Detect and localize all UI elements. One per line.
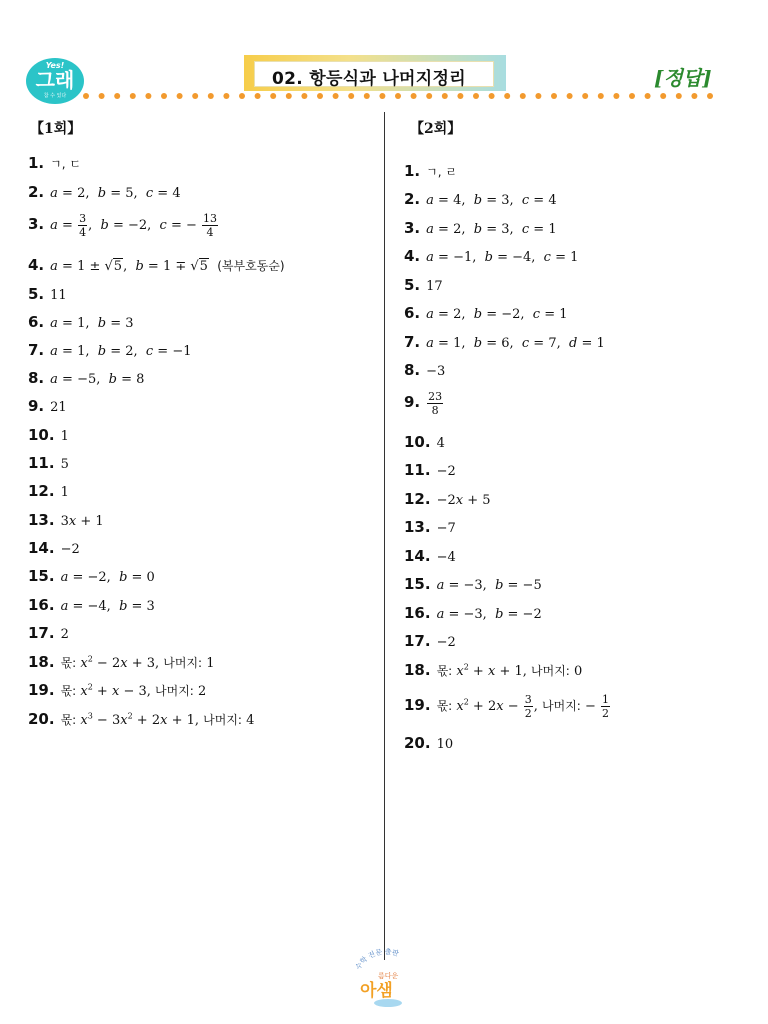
divider-dot — [192, 93, 198, 99]
logo-sub-text: 참 수 있다 — [43, 93, 67, 99]
left-item-14: 14. −2 — [28, 539, 80, 557]
divider-dot — [520, 93, 526, 99]
divider-dot — [301, 93, 307, 99]
divider-dot — [379, 93, 385, 99]
right-item-12: 12. −2x + 5 — [404, 490, 491, 508]
right-item-9: 9. $\frac{23}{8}$ — [404, 390, 443, 417]
right-item-20: 20. 10 — [404, 734, 454, 752]
left-item-8: 8. a = −5, b = 8 — [28, 369, 145, 387]
left-item-16: 16. a = −4, b = 3 — [28, 596, 155, 614]
left-item-6: 6. a = 1, b = 3 — [28, 313, 134, 331]
divider-dot — [161, 93, 167, 99]
footer-brand-small: 름다운 — [378, 972, 399, 980]
right-item-1: 1. ㄱ, ㄹ — [404, 162, 457, 180]
divider-dot — [676, 93, 682, 99]
footer-arc-text: 수학 전문 출판 — [354, 948, 400, 972]
divider-dot — [83, 93, 89, 99]
asaem-logo — [348, 948, 424, 1012]
divider-dot — [426, 93, 432, 99]
divider-dot — [489, 93, 495, 99]
answer-tag: [정답] — [654, 66, 712, 90]
left-item-12: 12. 1 — [28, 482, 69, 500]
divider-dot — [255, 93, 261, 99]
right-item-13: 13. −7 — [404, 518, 456, 536]
divider-dot — [504, 93, 510, 99]
right-item-6: 6. a = 2, b = −2, c = 1 — [404, 304, 568, 322]
page-title: 02. 항등식과 나머지정리 — [272, 69, 466, 89]
divider-dot — [411, 93, 417, 99]
left-item-3: 3. a = $\frac{3}{4}$ , b = −2, c = − $\frac{13}{4}$ — [28, 212, 217, 239]
divider-dot — [395, 93, 401, 99]
left-item-17: 17. 2 — [28, 624, 69, 642]
dotted-divider — [82, 90, 722, 102]
divider-dot — [270, 93, 276, 99]
divider-dot — [333, 93, 339, 99]
right-item-16: 16. a = −3, b = −2 — [404, 604, 542, 622]
left-item-10: 10. 1 — [28, 426, 69, 444]
right-item-4: 4. a = −1, b = −4, c = 1 — [404, 247, 579, 265]
divider-dot — [364, 93, 370, 99]
left-item-2: 2. a = 2, b = 5, c = 4 — [28, 183, 181, 201]
right-item-2: 2. a = 4, b = 3, c = 4 — [404, 190, 557, 208]
divider-dot — [535, 93, 541, 99]
divider-dot — [317, 93, 323, 99]
divider-dot — [99, 93, 105, 99]
divider-dot — [208, 93, 214, 99]
answer-text: ㄱ, ㄹ — [426, 165, 457, 179]
right-item-14: 14. −4 — [404, 547, 456, 565]
right-item-3: 3. a = 2, b = 3, c = 1 — [404, 219, 557, 237]
divider-dot — [114, 93, 120, 99]
divider-dot — [598, 93, 604, 99]
divider-dot — [286, 93, 292, 99]
left-item-4: 4. a = 1 ± √5, b = 1 ∓ √5 (복부호동순) — [28, 256, 285, 274]
left-heading: 【1회】 — [30, 121, 82, 137]
right-item-17: 17. −2 — [404, 632, 456, 650]
divider-dot — [239, 93, 245, 99]
left-item-13: 13. 3x + 1 — [28, 511, 104, 529]
yes-logo — [26, 58, 84, 104]
divider-dot — [145, 93, 151, 99]
left-item-18: 18. 몫: $x^2 - 2x + 3$, 나머지: 1 — [28, 653, 215, 671]
divider-dot — [629, 93, 635, 99]
svg-text:수학 전문 출판 — [354, 948, 400, 971]
divider-dot — [457, 93, 463, 99]
left-item-11: 11. 5 — [28, 454, 69, 472]
divider-dot — [473, 93, 479, 99]
logo-main-text: 그래 — [35, 68, 75, 92]
left-item-9: 9. 21 — [28, 397, 67, 415]
divider-dot — [442, 93, 448, 99]
right-item-15: 15. a = −3, b = −5 — [404, 575, 542, 593]
right-heading: 【2회】 — [410, 121, 462, 137]
right-item-19: 19. 몫: $x^2 + 2x$ − $\frac{3}{2}$ , 나머지: − $\frac{1}{2}$ — [404, 693, 610, 720]
right-item-8: 8. −3 — [404, 361, 446, 379]
divider-dot — [177, 93, 183, 99]
right-item-11: 11. −2 — [404, 461, 456, 479]
left-item-1: 1. ㄱ, ㄷ — [28, 154, 81, 172]
divider-dot — [613, 93, 619, 99]
right-item-7: 7. a = 1, b = 6, c = 7, d = 1 — [404, 333, 605, 351]
left-item-15: 15. a = −2, b = 0 — [28, 567, 155, 585]
divider-dot — [645, 93, 651, 99]
left-item-5: 5. 11 — [28, 285, 67, 303]
divider-dot — [567, 93, 573, 99]
divider-dot — [707, 93, 713, 99]
right-item-5: 5. 17 — [404, 276, 443, 294]
column-divider — [384, 112, 385, 960]
divider-dot — [130, 93, 136, 99]
logo-top-text: Yes! — [45, 61, 65, 70]
right-item-18: 18. 몫: $x^2 + x + 1$, 나머지: 0 — [404, 661, 583, 679]
divider-dot — [348, 93, 354, 99]
divider-dot — [582, 93, 588, 99]
left-item-7: 7. a = 1, b = 2, c = −1 — [28, 341, 192, 359]
right-item-10: 10. 4 — [404, 433, 445, 451]
left-item-20: 20. 몫: $x^3 - 3x^2 + 2x + 1$, 나머지: 4 — [28, 710, 255, 728]
left-item-19: 19. 몫: $x^2 + x - 3$, 나머지: 2 — [28, 681, 207, 699]
divider-dot — [223, 93, 229, 99]
answer-text: ㄱ, ㄷ — [50, 157, 81, 171]
divider-dot — [551, 93, 557, 99]
divider-dot — [660, 93, 666, 99]
divider-dot — [691, 93, 697, 99]
footer-brand-main: 아샘 — [360, 981, 393, 1001]
